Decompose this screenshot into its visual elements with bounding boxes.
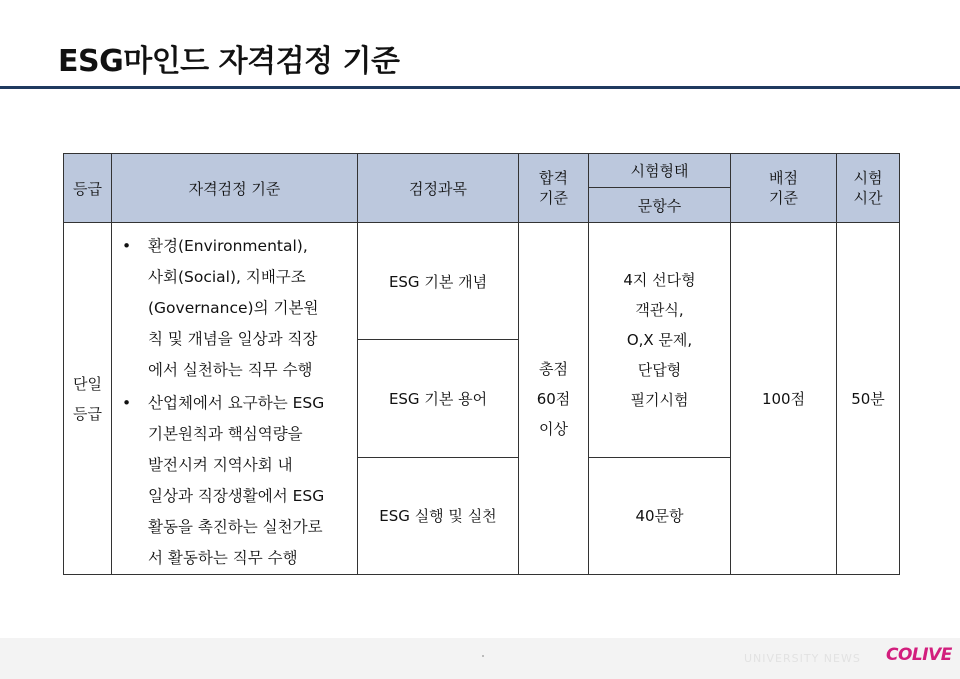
page-title: ESG마인드 자격검정 기준 — [58, 44, 400, 79]
header-score-criteria — [731, 154, 837, 223]
header-pass-criteria — [519, 154, 589, 223]
exam-type-line: 단답형 — [637, 360, 682, 379]
criteria-line: 기본원칙과 핵심역량을 — [148, 425, 303, 443]
criteria-bullet — [118, 388, 351, 574]
criteria-line: (Governance)의 기본원 — [148, 299, 319, 317]
exam-type-line: 객관식, — [635, 300, 684, 319]
pass-line: 총점 — [539, 359, 568, 378]
criteria-line: 칙 및 개념을 일상과 직장 — [148, 330, 318, 348]
footer-dot — [482, 655, 484, 657]
criteria-line: 서 활동하는 직무 수행 — [148, 549, 298, 567]
header-score-line2: 기준 — [769, 189, 798, 207]
header-question-count: 문항수 — [589, 188, 731, 223]
score-cell: 100점 — [731, 223, 837, 575]
subject-cell: ESG 기본 용어 — [358, 340, 519, 457]
criteria-line: 일상과 직장생활에서 ESG — [148, 487, 325, 505]
grade-line1: 단일 — [73, 374, 102, 393]
grade-line2: 등급 — [73, 404, 102, 423]
pass-line: 이상 — [539, 419, 568, 438]
criteria-line: 사회(Social), 지배구조 — [148, 268, 306, 286]
header-time-line2: 시간 — [853, 189, 883, 207]
header-pass-line2: 기준 — [539, 189, 568, 207]
header-exam-time — [837, 154, 900, 223]
title-divider — [0, 86, 960, 89]
criteria-line: 환경(Environmental), — [148, 237, 308, 255]
header-subject: 검정과목 — [358, 154, 519, 223]
question-count-cell: 40문항 — [589, 457, 731, 574]
header-time-line1: 시험 — [853, 169, 883, 187]
grade-cell — [64, 223, 112, 575]
bullet-marker: • — [122, 394, 132, 412]
exam-type-line: 필기시험 — [630, 390, 689, 409]
criteria-cell — [112, 223, 358, 575]
pass-line: 60점 — [536, 389, 571, 408]
header-pass-line1: 합격 — [539, 169, 568, 187]
criteria-line: 발전시켜 지역사회 내 — [148, 456, 293, 474]
bullet-marker: • — [122, 237, 132, 255]
header-criteria: 자격검정 기준 — [112, 154, 358, 223]
criteria-line: 에서 실천하는 직무 수행 — [148, 361, 313, 379]
exam-type-line: O,X 문제, — [626, 330, 693, 349]
watermark-text: UNIVERSITY NEWS — [744, 652, 861, 665]
header-score-line1: 배점 — [769, 169, 798, 187]
criteria-line: 활동을 촉진하는 실천가로 — [148, 518, 323, 536]
header-exam-type: 시험형태 — [589, 154, 731, 188]
header-grade: 등급 — [64, 154, 112, 223]
subject-cell: ESG 실행 및 실천 — [358, 457, 519, 574]
pass-criteria-cell — [519, 223, 589, 575]
criteria-line: 산업체에서 요구하는 ESG — [148, 394, 325, 412]
exam-type-cell — [589, 223, 731, 458]
criteria-bullet — [118, 231, 351, 386]
exam-type-line: 4지 선다형 — [623, 270, 696, 289]
subject-cell: ESG 기본 개념 — [358, 223, 519, 340]
time-cell: 50분 — [837, 223, 900, 575]
criteria-table — [63, 153, 900, 575]
brand-logo: COLIVE — [886, 645, 952, 665]
